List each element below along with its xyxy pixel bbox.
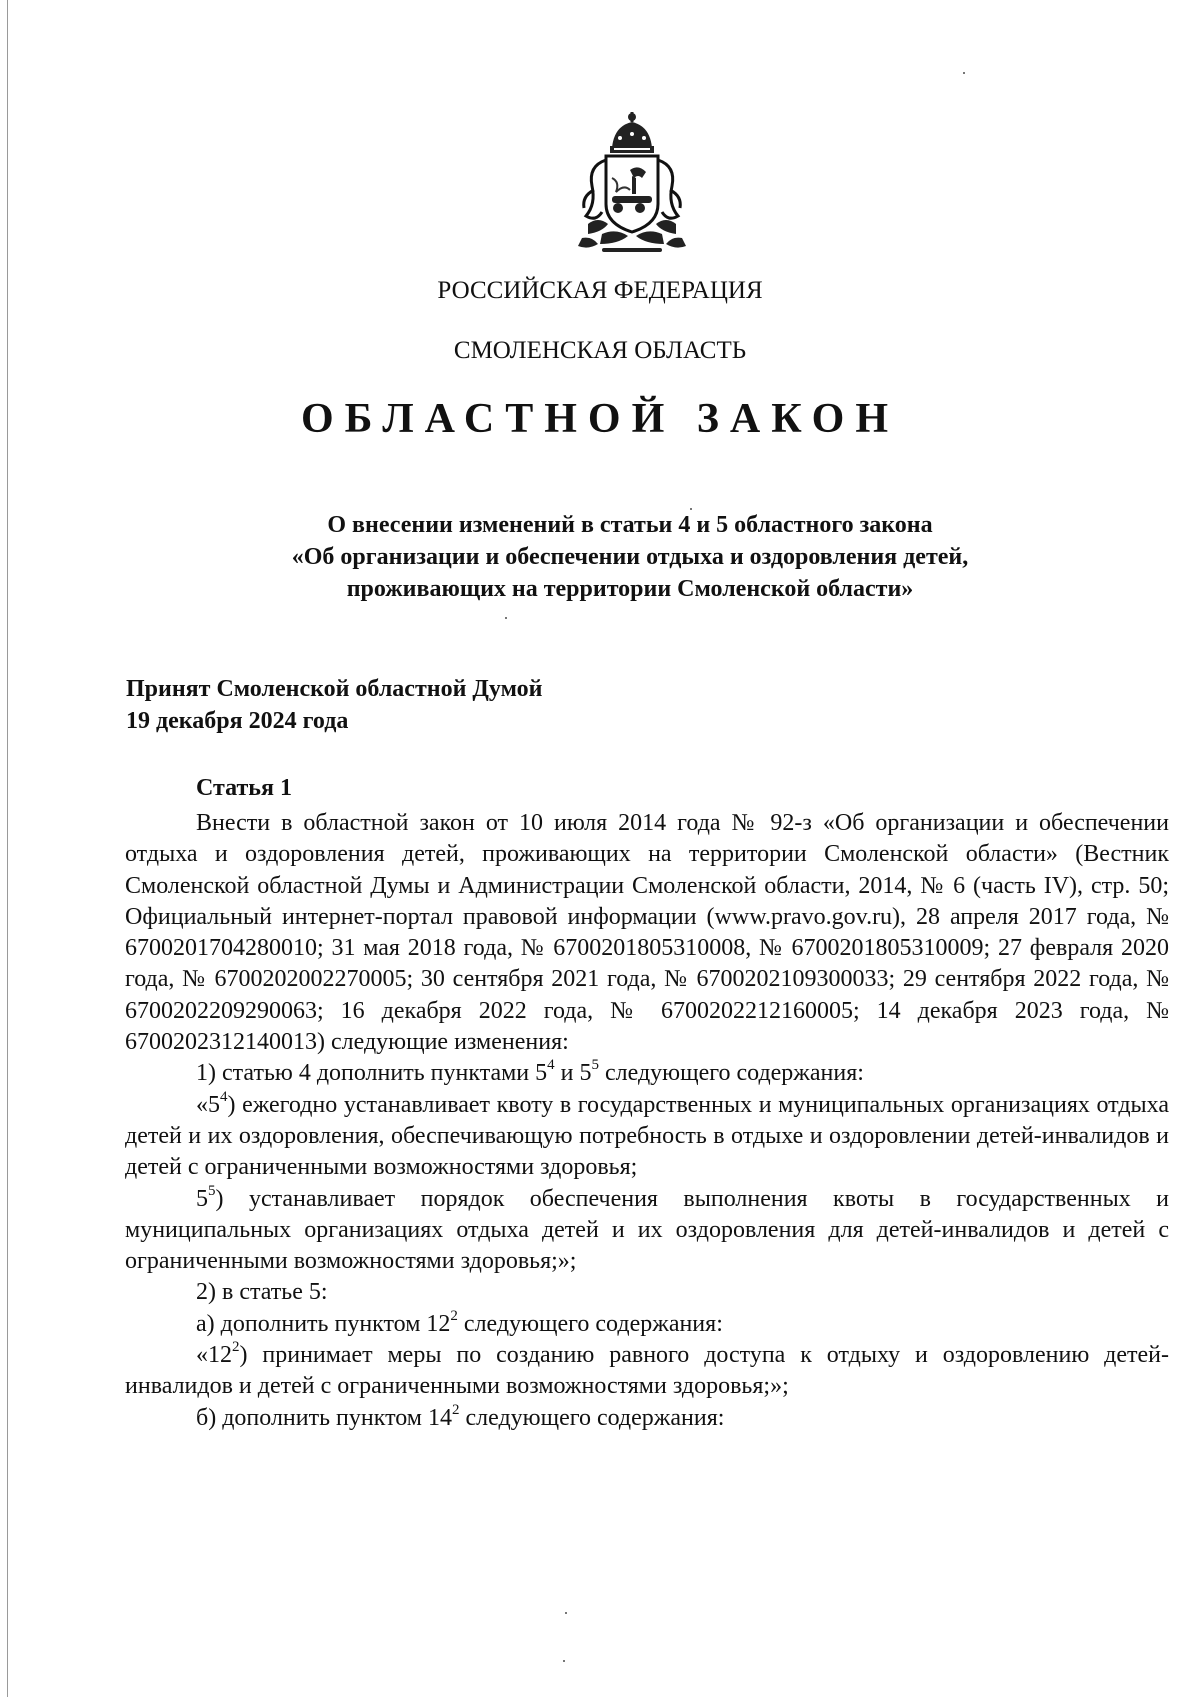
- point-5-4: «$5^4$) ежегодно устанавливает квоту в государственных и муниципальных организациях отдыха детей и их оздоровления, обеспечивающую потребность в отдыхе и оздоровлении детей-инвалидов и детей с ограниченными возможностями здоровья;: [125, 1088, 1169, 1181]
- law-title-line: О внесении изменений в статьи 4 и 5 областного закона: [327, 512, 933, 538]
- article-intro-paragraph: Внести в областной закон от 10 июля 2014 года № 92-з «Об организации и обеспечении отдыха и оздоровления детей, проживающих на территории Смоленской области» (Вестник Смоленской областной Думы и Администрации Смоленской области, 2014, № 6 (часть IV), стр. 50; Официальный интернет-портал правовой информации (www.pravo.gov.ru), 28 апреля 2017 года, № 6700201704280010; 31 мая 2018 года, № 6700201805310008, № 6700201805310009; 27 февраля 2020 года, № 6700202002270005; 30 сентября 2021 года, № 6700202109300033; 29 сентября 2022 года, № 6700202209290063; 16 декабря 2022 года, № 6700202212160005; 14 декабря 2023 года, № 6700202312140013) следующие изменения:: [125, 810, 1169, 1056]
- point-12-2: «$12^2$) принимает меры по созданию равного доступа к отдыху и оздоровлению детей-инвалидов и детей с ограниченными возможностями здоровья;»;: [125, 1339, 1169, 1400]
- country-name: РОССИЙСКАЯ ФЕДЕРАЦИЯ: [437, 277, 763, 304]
- scan-edge-line: [7, 0, 8, 1697]
- adopted-by: Принят Смоленской областной Думой: [126, 676, 543, 702]
- article-heading: Статья 1: [196, 775, 292, 801]
- scan-speck: [563, 1660, 565, 1662]
- law-title-line: проживающих на территории Смоленской области»: [346, 576, 914, 602]
- item-2b: б) дополнить пунктом $14^2$ следующего содержания:: [196, 1401, 725, 1431]
- adoption-date: 19 декабря 2024 года: [126, 708, 349, 734]
- item-2a: а) дополнить пунктом $12^2$ следующего содержания:: [196, 1307, 723, 1337]
- scan-speck: [963, 72, 965, 74]
- point-5-5: $5^5$) устанавливает порядок обеспечения выполнения квоты в государственных и муниципальных организациях отдыха детей и их оздоровления для детей-инвалидов и детей с ограниченными возможностями здоровья;»;: [125, 1182, 1169, 1275]
- item-1: 1) статью 4 дополнить пунктами $5^4$ и $5^5$ следующего содержания:: [196, 1057, 864, 1087]
- law-title: [180, 509, 1080, 605]
- adoption-info: [126, 673, 826, 737]
- scan-speck: [565, 1612, 567, 1614]
- coat-of-arms-icon: [572, 112, 692, 260]
- scan-speck: [505, 617, 507, 619]
- region-name: СМОЛЕНСКАЯ ОБЛАСТЬ: [453, 337, 747, 364]
- item-2: 2) в статье 5:: [196, 1279, 328, 1306]
- scan-speck: [690, 508, 692, 510]
- article-body: [125, 808, 1169, 1434]
- document-type: ОБЛАСТНОЙ ЗАКОН: [300, 396, 900, 442]
- law-title-line: «Об организации и обеспечении отдыха и оздоровления детей,: [291, 544, 969, 570]
